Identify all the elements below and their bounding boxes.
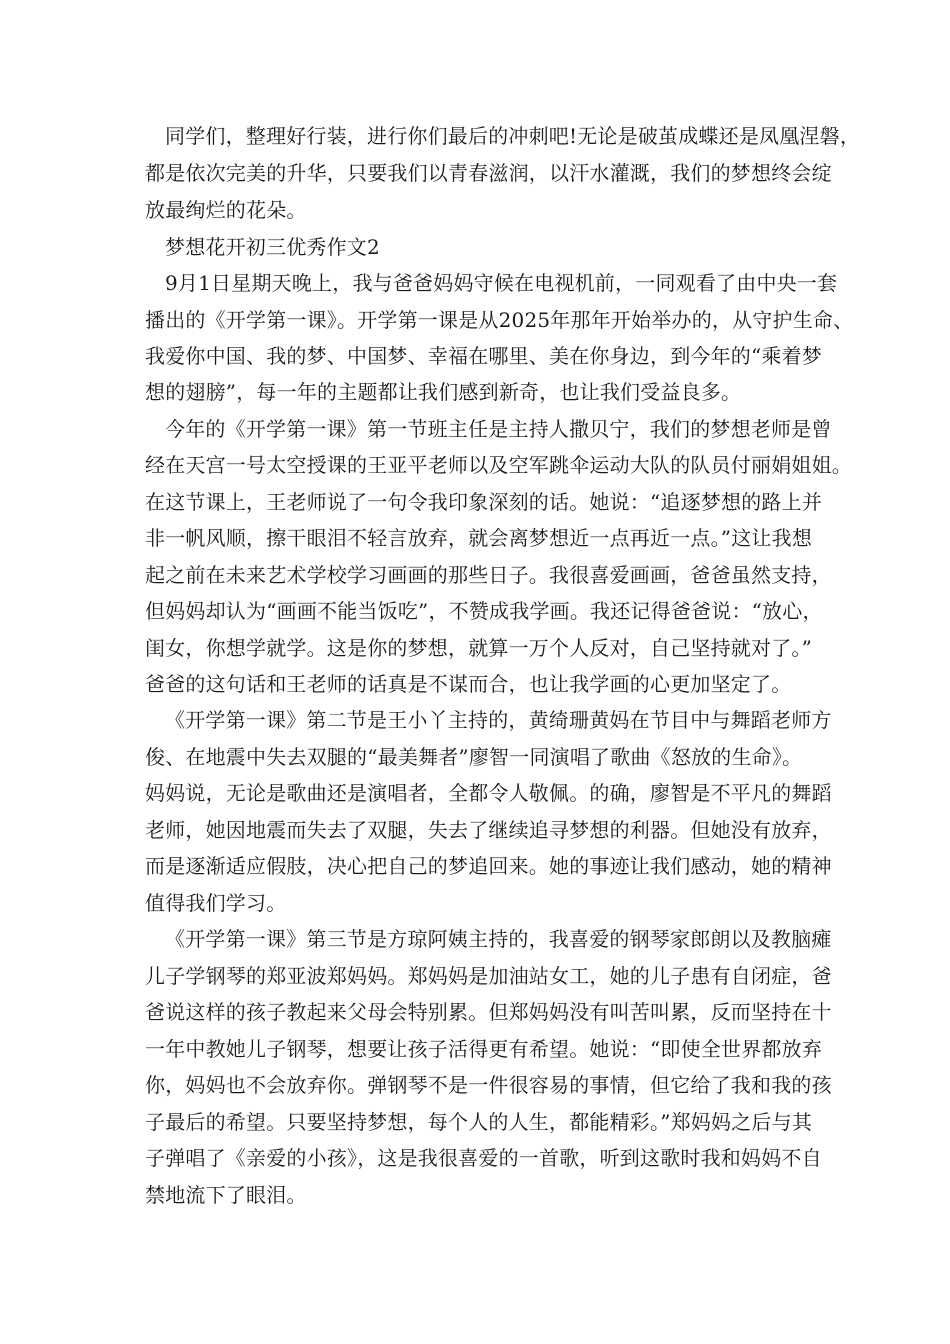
paragraph-line: 今年的《开学第一课》第一节班主任是主持人撒贝宁，我们的梦想老师是曾	[165, 417, 832, 441]
paragraph-line: 非一帆风顺，擦干眼泪不轻言放弃，就会离梦想近一点再近一点。”这让我想	[145, 526, 813, 550]
paragraph-line: 子最后的希望。只要坚持梦想，每个人的人生，都能精彩。”郑妈妈之后与其	[145, 1110, 813, 1134]
paragraph-line: 爸说这样的孩子教起来父母会特别累。但郑妈妈没有叫苦叫累，反而坚持在十	[145, 1000, 832, 1024]
paragraph-line: 妈妈说，无论是歌曲还是演唱者，全都令人敬佩。的确，廖智是不平凡的舞蹈	[145, 781, 832, 805]
paragraph-line: 禁地流下了眼泪。	[145, 1183, 307, 1207]
paragraph-line: 一年中教她儿子钢琴，想要让孩子活得更有希望。她说：“即使全世界都放弃	[145, 1037, 823, 1061]
paragraph-line: 经在天宫一号太空授课的王亚平老师以及空军跳伞运动大队的队员付丽娟姐姐。	[145, 453, 852, 477]
paragraph-line: 《开学第一课》第二节是王小丫主持的，黄绮珊黄妈在节目中与舞蹈老师方	[165, 708, 832, 732]
paragraph-line: 想的翅膀”，每一年的主题都让我们感到新奇，也让我们受益良多。	[145, 380, 742, 404]
paragraph-line: 俊、在地震中失去双腿的“最美舞者”廖智一同演唱了歌曲《怒放的生命》。	[145, 745, 803, 769]
paragraph-line: 在这节课上，王老师说了一句令我印象深刻的话。她说：“追逐梦想的路上并	[145, 490, 823, 514]
paragraph-line: 老师，她因地震而失去了双腿，失去了继续追寻梦想的利器。但她没有放弃，	[145, 818, 832, 842]
paragraph-line: 值得我们学习。	[145, 891, 287, 915]
paragraph-line: 我爱你中国、我的梦、中国梦、幸福在哪里、美在你身边，到今年的“乘着梦	[145, 344, 823, 368]
paragraph-line: 《开学第一课》第三节是方琼阿姨主持的，我喜爱的钢琴家郎朗以及教脑瘫	[165, 927, 832, 951]
section-heading: 梦想花开初三优秀作文2	[165, 235, 380, 259]
paragraph-line: 起之前在未来艺术学校学习画画的那些日子。我很喜爱画画，爸爸虽然支持，	[145, 563, 832, 587]
paragraph-line: 爸爸的这句话和王老师的话真是不谋而合，也让我学画的心更加坚定了。	[145, 672, 792, 696]
paragraph-line: 都是依次完美的升华，只要我们以青春滋润，以汗水灌溉，我们的梦想终会绽	[145, 161, 832, 185]
paragraph-line: 儿子学钢琴的郑亚波郑妈妈。郑妈妈是加油站女工，她的儿子患有自闭症，爸	[145, 964, 832, 988]
paragraph-line: 放最绚烂的花朵。	[145, 198, 307, 222]
paragraph-line: 闺女，你想学就学。这是你的梦想，就算一万个人反对，自己坚持就对了。”	[145, 636, 813, 660]
paragraph-line: 子弹唱了《亲爱的小孩》，这是我很喜爱的一首歌，听到这歌时我和妈妈不自	[145, 1146, 822, 1170]
paragraph-line: 你，妈妈也不会放弃你。弹钢琴不是一件很容易的事情，但它给了我和我的孩	[145, 1073, 832, 1097]
paragraph-line: 同学们，整理好行装，进行你们最后的冲刺吧!无论是破茧成蝶还是凤凰涅磐，	[165, 124, 861, 148]
paragraph-line: 但妈妈却认为“画画不能当饭吃”，不赞成我学画。我还记得爸爸说：“放心，	[145, 599, 823, 623]
paragraph-line: 9月1日星期天晚上，我与爸爸妈妈守候在电视机前，一同观看了由中央一套	[165, 271, 838, 295]
paragraph-line: 播出的《开学第一课》。开学第一课是从2025年那年开始举办的，从守护生命、	[145, 308, 854, 332]
paragraph-line: 而是逐渐适应假肢，决心把自己的梦追回来。她的事迹让我们感动，她的精神	[145, 854, 832, 878]
